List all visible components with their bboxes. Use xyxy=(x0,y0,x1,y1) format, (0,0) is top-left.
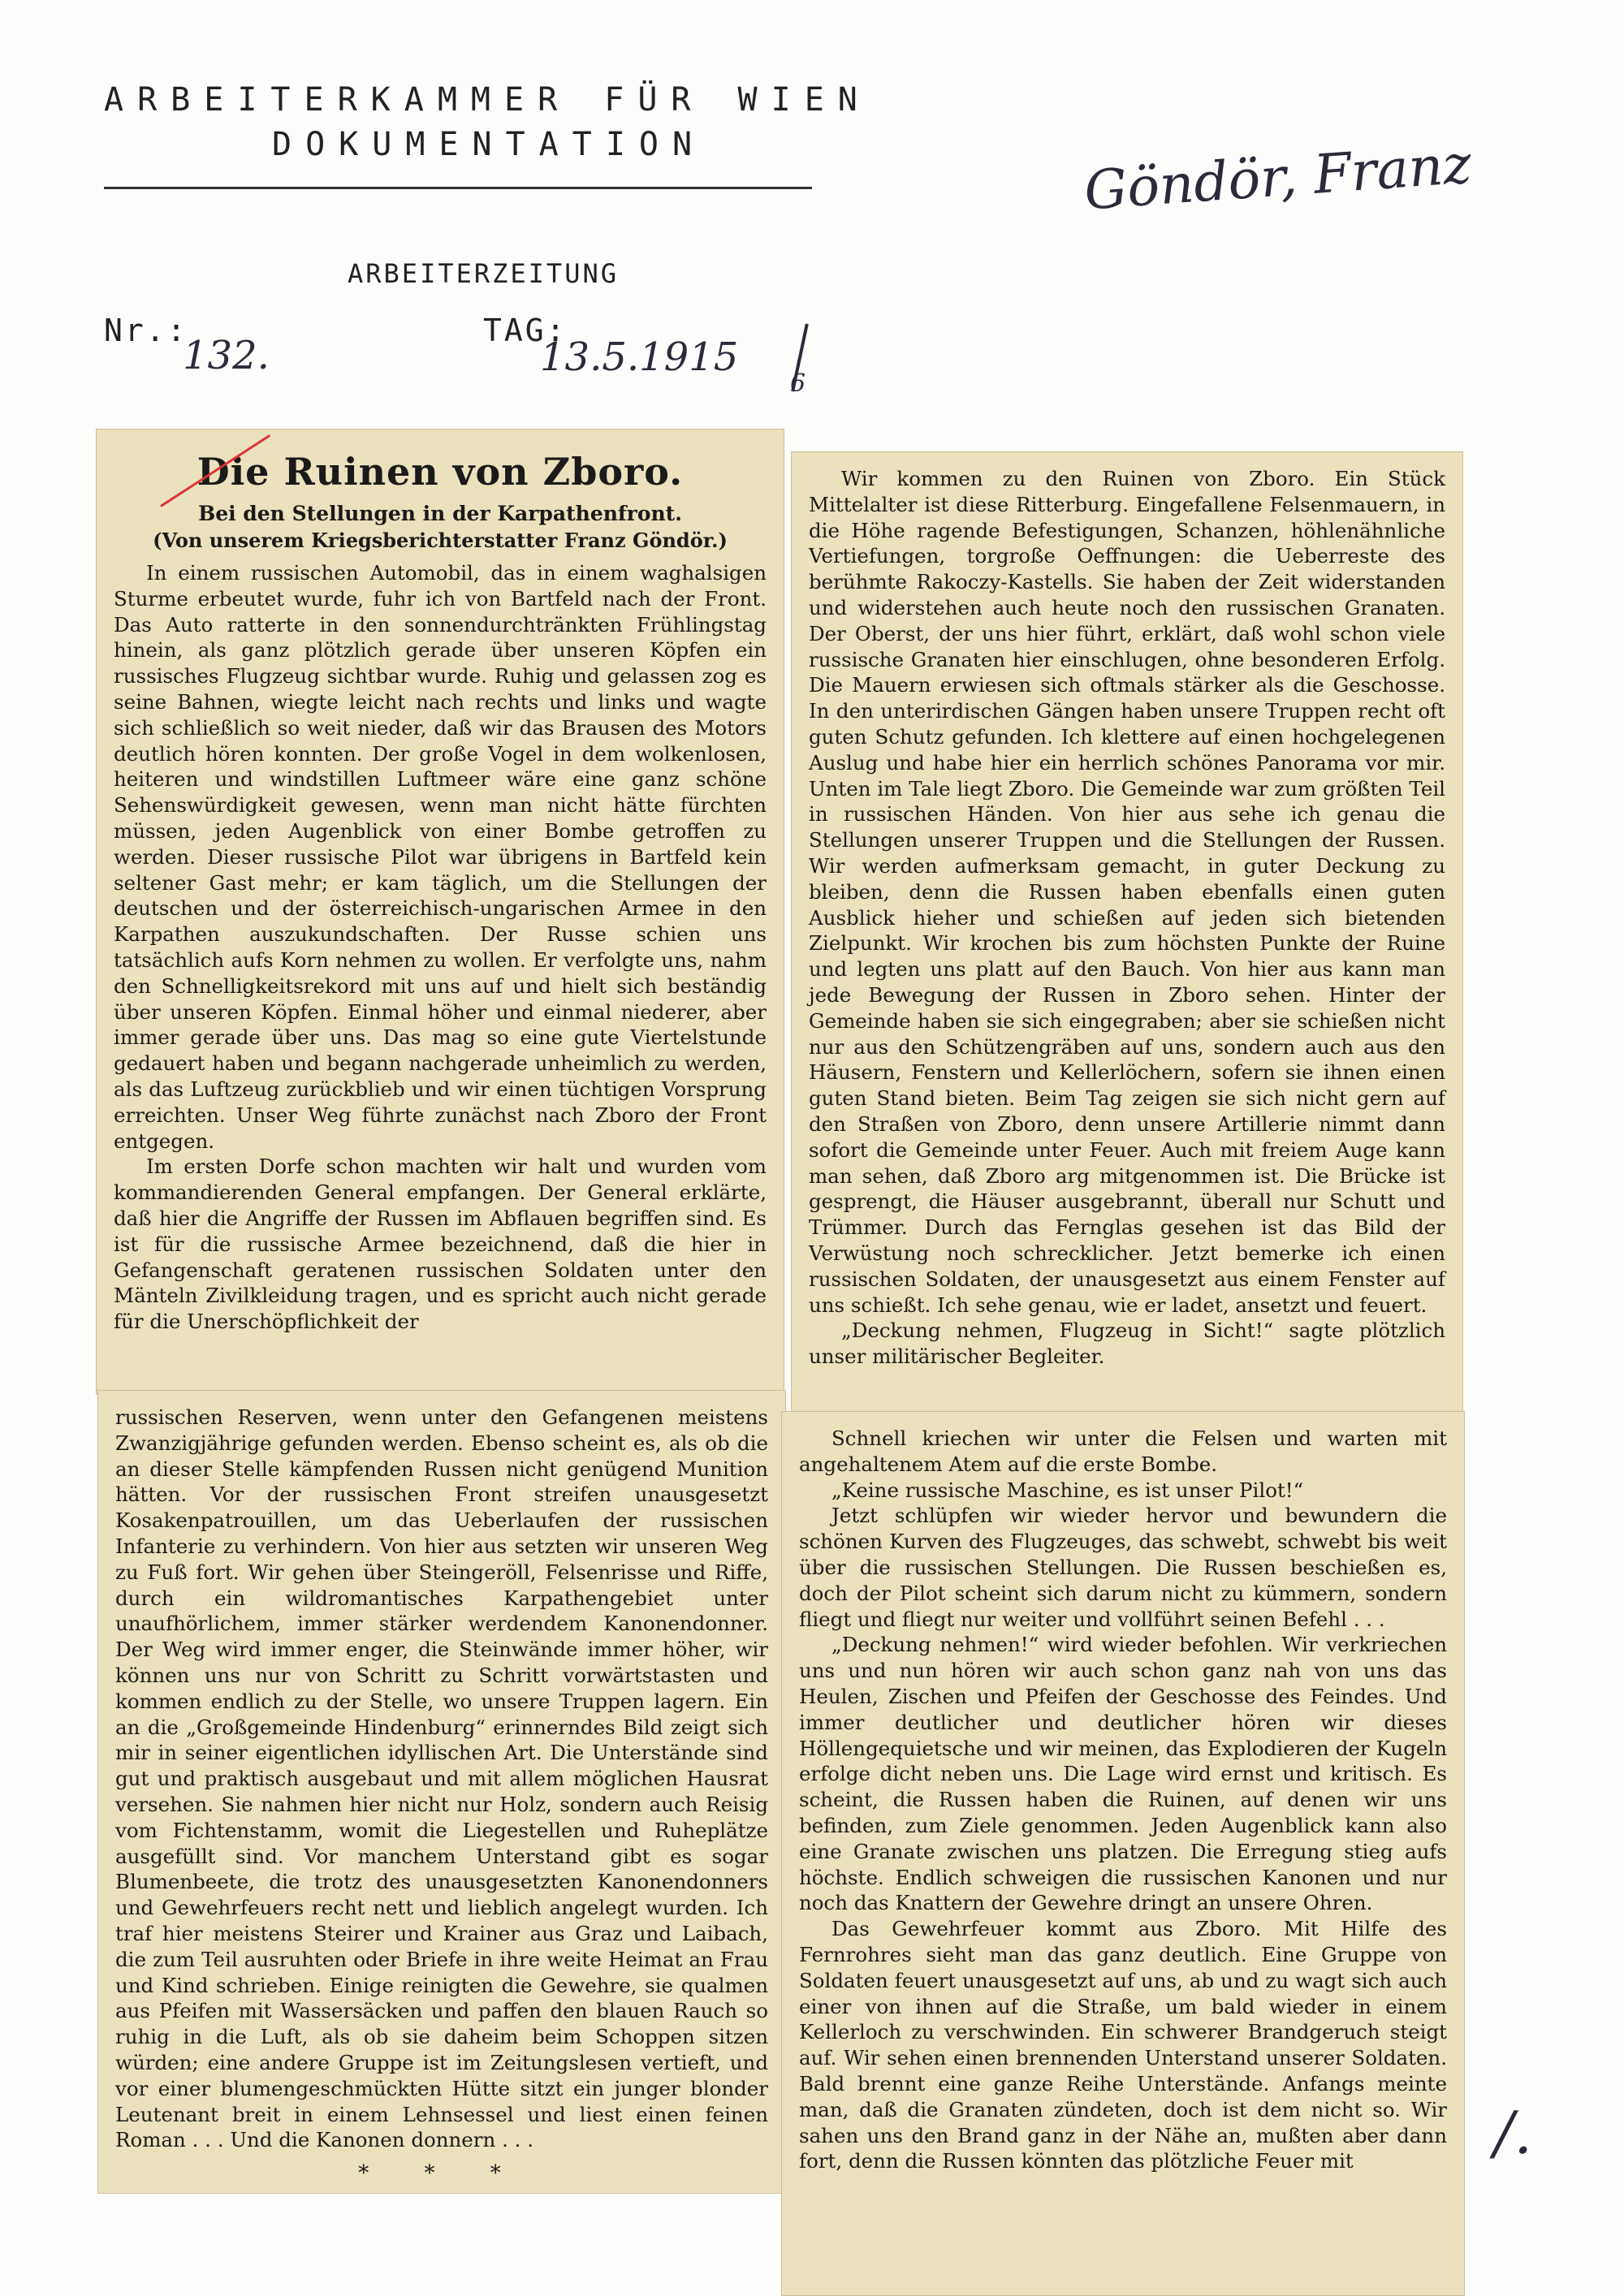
column-2b-text xyxy=(799,1426,1447,2174)
column-2-text xyxy=(809,466,1445,1370)
paragraph: „Keine russische Maschine, es ist unser Pilot!“ xyxy=(831,1478,1304,1502)
paragraph: Das Gewehrfeuer kommt aus Zboro. Mit Hilfe des Fernrohres sieht man das ganz deutlich. Eine Gruppe von Soldaten feuert unausgesetzt auf uns, ab und zu wagt sich auch einer von ihnen auf die Straße, um bald wieder in einem Kellerloch zu verschwinden. Ein schwerer Brandgeruch steigt auf. Wir sehen einen brennenden Unterstand unserer Soldaten. Bald brennt eine ganze Reihe Unterstände. Anfangs meinte man, daß die Granaten zündeten, doch ist dem nicht so. Wir sahen uns den Brand ganz in der Nähe an, mußten aber dann fort, denn die Russen könnten das plötzliche Feuer mit xyxy=(799,1917,1447,2173)
date-label: TAG: xyxy=(483,313,568,348)
section-separator: * * * xyxy=(358,2161,525,2186)
clipping-column-1-bottom xyxy=(97,1390,786,2194)
page-continuation-mark: /. xyxy=(1494,2099,1533,2167)
paragraph: „Deckung nehmen!“ wird wieder befohlen. Wir verkriechen uns und nun hören wir auch schon ganz nah von uns das Heulen, Zischen und Pfeifen der Geschosse des Feindes. Und immer deutlicher und deutlicher hören wir dieses Höllengequietsche und wir meinen, das Explodieren der Kugeln erfolge dicht neben uns. Die Lage wird ernst und kritisch. Es scheint, die Russen haben die Ruinen, auf denen wir uns befinden, zum Ziele genommen. Jeden Augenblick kann also eine Granate zwischen uns platzen. Die Erregung stieg aufs höchste. Endlich schweigen die russischen Kanonen und nur noch das Knattern der Gewehre dringt an unsere Ohren. xyxy=(799,1633,1447,1915)
date-suffix: 6 xyxy=(790,369,806,398)
article-headline: Die Ruinen von Zboro. xyxy=(197,450,684,494)
paragraph: russischen Reserven, wenn unter den Gefangenen meistens Zwanzigjährige gefunden werden. Ebenso scheint es, als ob die an dieser Stelle kämpfenden Russen nicht genügend Munition hätten. Vor der russischen Front streifen unausgesetzt Kosakenpatrouillen, um das Ueberlaufen der russischen Infanterie zu verhindern. Von hier aus setzten wir unseren Weg zu Fuß fort. Wir gehen über Steingeröll, Felsenrisse und Riffe, durch ein wildromantisches Karpathengebiet unter unaufhörlichem, immer stärker werdendem Kanonendonner. Der Weg wird immer enger, die Steinwände immer höher, wir können uns nur von Schritt zu Schritt vorwärtstasten und kommen endlich zu der Stelle, wo unsere Truppen lagern. Ein an die „Großgemeinde Hindenburg“ erinnerndes Bild zeigt sich mir in seiner eigentlichen idyllischen Art. Die Unterstände sind gut und praktisch ausgebaut und mit allem möglichen Hausrat versehen. Sie nahmen hier nicht nur Holz, sondern auch Reisig vom Fichtenstamm, womit die Liegestellen und Ruheplätze ausgefüllt sind. Vor manchem Unterstand gibt es sogar Blumenbeete, die trotz des unausgesetzten Kanonendonners und Gewehrfeuers recht nett und lieblich angelegt wurden. Ich traf hier meistens Steirer und Krainer aus Graz und Laibach, die zum Teil ausruhten oder Briefe in ihre weite Heimat an Frau und Kind schrieben. Einige reinigten die Gewehre, sie qualmen aus Pfeifen mit Wassersäcken und paffen den blauen Rauch so ruhig in die Luft, als ob sie daheim beim Schoppen sitzen würden; eine andere Gruppe ist im Zeitungslesen vertieft, und vor einer blumengeschmückten Hütte sitzt ein junger blonder Leutenant breit in einem Lehnsessel und liest einen feinen Roman . . . Und die Kanonen donnern . . . xyxy=(115,1405,768,2152)
paragraph: In einem russischen Automobil, das in einem waghalsigen Sturme erbeutet wurde, fuhr ich von Bartfeld nach der Front. Das Auto ratterte in den sonnendurchtränkten Frühlingstag hinein, als ganz plötzlich gerade über unseren Köpfen ein russisches Flugzeug sichtbar wurde. Ruhig und gelassen zog es seine Bahnen, wiegte leicht nach rechts und links und wagte sich schließlich so weit nieder, daß wir das Brausen des Motors deutlich hören konnten. Der große Vogel in dem wolkenlosen, heiteren und windstillen Luftmeer wäre eine ganz schöne Sehenswürdigkeit gewesen, wenn man nicht hätte fürchten müssen, jeden Augenblick von einer Bombe getroffen zu werden. Dieser russische Pilot war übrigens in Bartfeld kein seltener Gast mehr; er kam täglich, um die Stellungen der deutschen und der österreichisch-ungarischen Armee in den Karpathen auszukundschaften. Der Russe schien uns tatsächlich aufs Korn nehmen zu wollen. Er verfolgte uns, nahm den Schnelligkeitsrekord mit uns auf und hielt sich beständig über unseren Köpfen. Einmal höher und einmal niederer, aber immer gerade über uns. Das mag so eine gute Viertelstunde gedauert haben und begann nachgerade unheimlich zu werden, als das Luftzeug zurückblieb und wir einen tüchtigen Vorsprung erreichten. Unser Weg führte zunächst nach Zboro der Front entgegen. xyxy=(114,561,767,1153)
paragraph: Im ersten Dorfe schon machten wir halt und wurden vom kommandierenden General empfangen. Der General erklärte, daß hier die Angriffe der Russen im Abflauen begriffen sind. Es ist für die russische Armee bezeichnend, daß die hier in Gefangenschaft geratenen russischen Soldaten unter den Mänteln Zivilkleidung tragen, und es spricht auch nicht gerade für die Unerschöpflichkeit der xyxy=(114,1154,767,1334)
column-1b-text xyxy=(115,1405,768,2153)
date-value: 13.5.1915 xyxy=(540,334,739,380)
article-byline: (Von unserem Kriegsberichterstatter Franz Göndör.) xyxy=(153,529,728,552)
clipping-column-2-bottom xyxy=(781,1411,1465,2296)
number-value: 132. xyxy=(183,333,270,378)
organization-name: ARBEITERKAMMER FÜR WIEN xyxy=(104,81,871,119)
department-name: DOKUMENTATION xyxy=(272,126,706,163)
column-1-text xyxy=(114,560,767,1335)
paragraph: Wir kommen zu den Ruinen von Zboro. Ein Stück Mittelalter ist diese Ritterburg. Eingefallene Felsenmauern, in die Höhe ragende Befestigungen, Schanzen, höhlenähnliche Vertiefungen, torgroße Oeffnungen: die Ueberreste des berühmte Rakoczy-Kastells. Sie haben der Zeit widerstanden und widerstehen auch heute noch den russischen Granaten. Der Oberst, der uns hier führt, erklärt, daß wohl schon viele russische Granaten hier einschlugen, ohne besonderen Erfolg. Die Mauern erwiesen sich oftmals stärker als die Geschosse. In den unterirdischen Gängen haben unsere Truppen recht oft guten Schutz gefunden. Ich klettere auf einen hochgelegenen Auslug und habe hier ein herrlich schönes Panorama vor mir. Unten im Tale liegt Zboro. Die Gemeinde war zum größten Teil in russischen Händen. Von hier aus sehe ich genau die Stellungen unserer Truppen und die Stellungen der Russen. Wir werden aufmerksam gemacht, in guter Deckung zu bleiben, denn die Russen haben ebenfalls einen guten Ausblick hieher und schießen auf jeden sich bietenden Zielpunkt. Wir krochen bis zum höchsten Punkte der Ruine und legten uns platt auf den Bauch. Von hier aus kann man jede Bewegung der Russen in Zboro sehen. Hinter der Gemeinde haben sie sich eingegraben; aber sie schießen nicht nur aus den Schützengräben auf uns, sondern auch aus den Häusern, Fenstern und Kellerlöchern, sofern sie ihnen einen guten Stand bieten. Beim Tag zeigen sie sich nicht gern auf den Straßen von Zboro, denn unsere Artillerie nimmt dann sofort die Gemeinde unter Feuer. Auch mit freiem Auge kann man sehen, daß Zboro arg mitgenommen ist. Die Brücke ist gesprengt, die Häuser ausgebrannt, überall nur Schutt und Trümmer. Durch das Fernglas gesehen ist das Bild der Verwüstung noch schrecklicher. Jetzt bemerke ich einen russischen Soldaten, der unausgesetzt aus einem Fenster auf uns schießt. Ich sehe genau, wie er ladet, ansetzt und feuert. xyxy=(809,467,1445,1317)
paragraph: „Deckung nehmen, Flugzeug in Sicht!“ sagte plötzlich unser militärischer Begleiter. xyxy=(809,1318,1445,1369)
article-subheadline: Bei den Stellungen in der Karpathenfront. xyxy=(198,502,682,525)
number-label: Nr.: xyxy=(104,313,188,348)
newspaper-name: ARBEITERZEITUNG xyxy=(348,258,619,289)
header-rule xyxy=(104,187,812,189)
clipping-column-2-top xyxy=(791,451,1463,1421)
handwritten-author: Göndör, Franz xyxy=(1082,132,1474,222)
clipping-column-1-top xyxy=(96,429,784,1395)
paragraph: Schnell kriechen wir unter die Felsen und warten mit angehaltenem Atem auf die erste Bombe. xyxy=(799,1426,1447,1476)
paragraph: Jetzt schlüpfen wir wieder hervor und bewundern die schönen Kurven des Flugzeuges, das schwebt, schwebt bis weit über die russischen Stellungen. Die Russen beschießen es, doch der Pilot scheint sich darum nicht zu kümmern, sondern fliegt und fliegt nur weiter und vollführt seinen Befehl . . . xyxy=(799,1504,1447,1631)
